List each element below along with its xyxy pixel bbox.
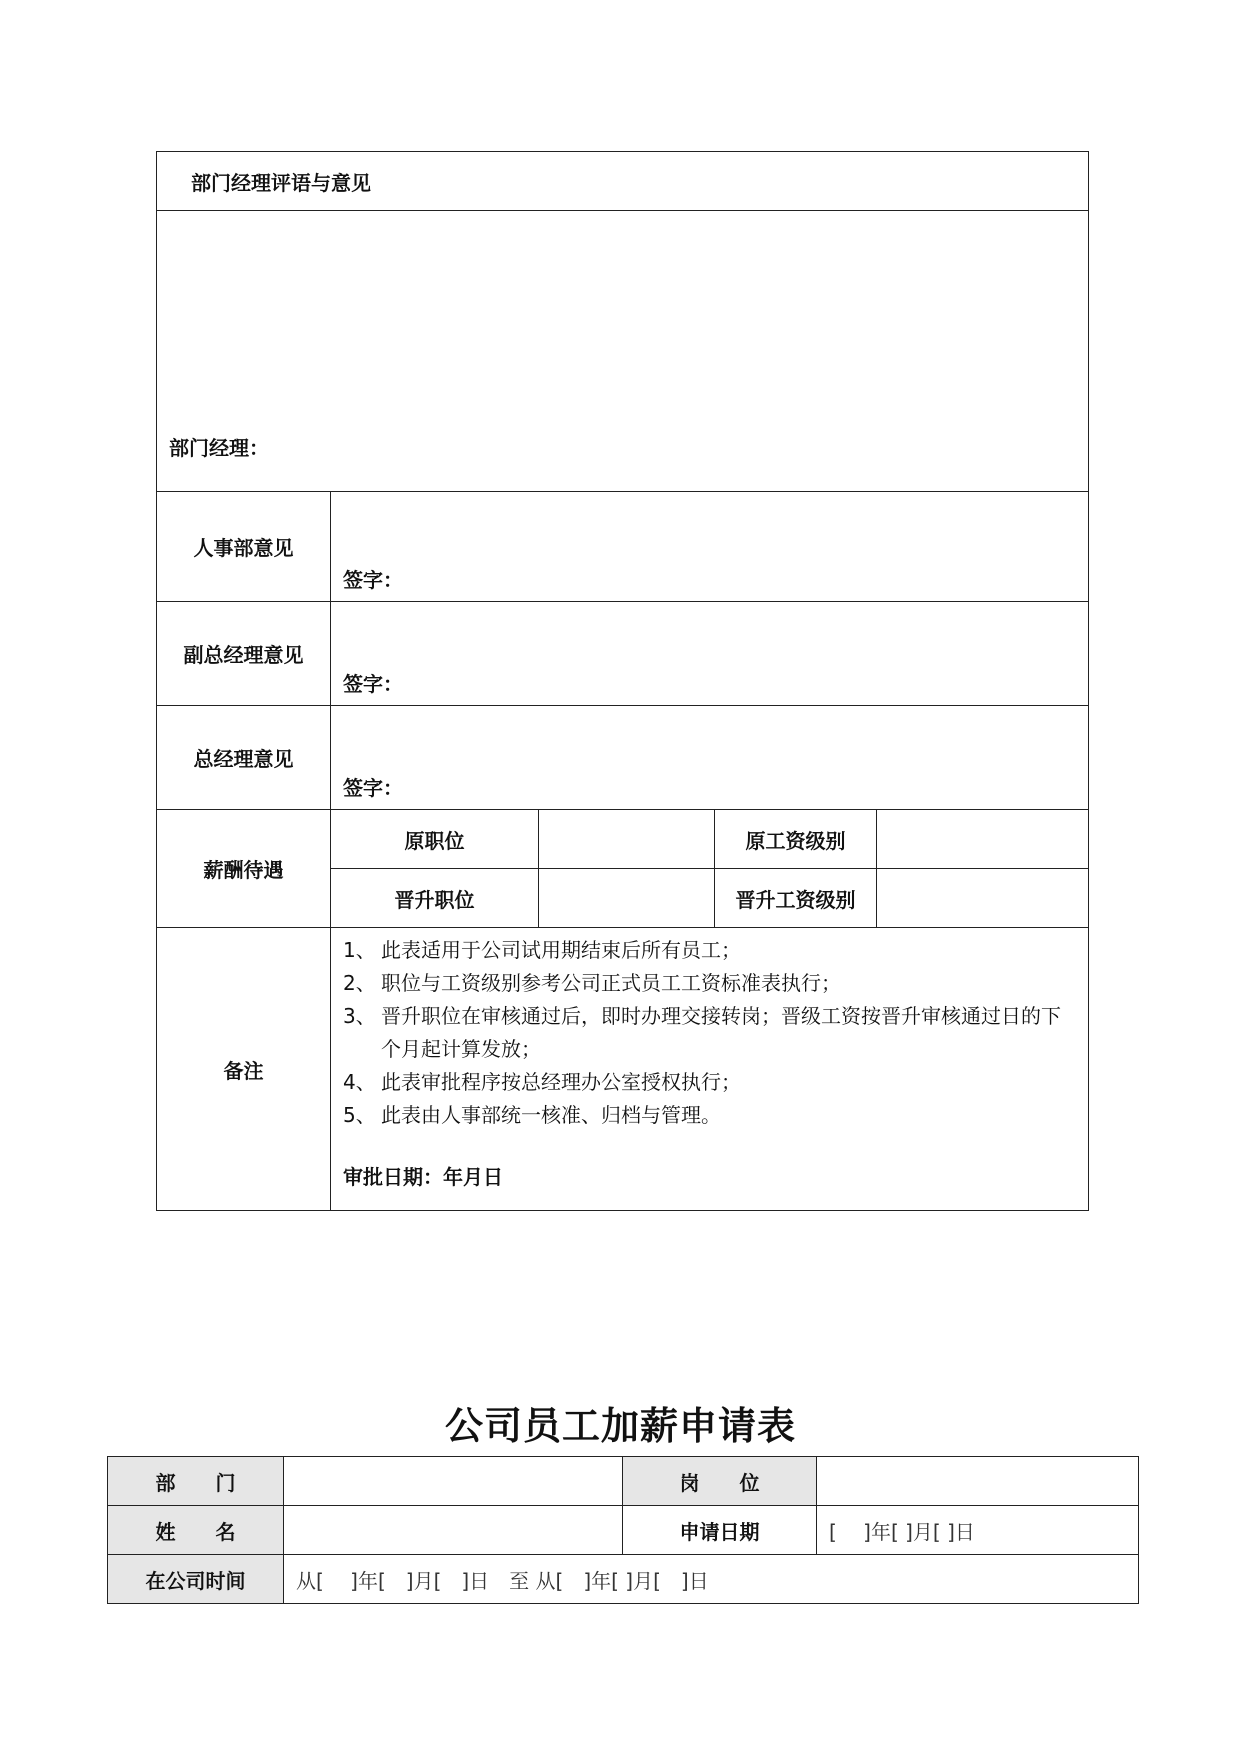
- promo-position-label: 晋升职位: [331, 869, 539, 928]
- tenure-field[interactable]: 从[ ]年[ ]月[ ]日 至 从[ ]年[ ]月[ ]日: [284, 1555, 1139, 1604]
- vgm-sign-label: 签字：: [343, 672, 403, 696]
- promo-grade-field[interactable]: [877, 869, 1089, 928]
- gm-sign-label: 签字：: [343, 776, 403, 800]
- notes-content: [331, 928, 1089, 1211]
- gm-opinion-label: 总经理意见: [157, 706, 331, 810]
- tenure-label: 在公司时间: [108, 1555, 284, 1604]
- vgm-opinion-field[interactable]: [331, 602, 1089, 706]
- orig-position-field[interactable]: [539, 810, 715, 869]
- form-title: 公司员工加薪申请表: [444, 1404, 796, 1448]
- manager-signature-label: 部门经理：: [169, 436, 269, 460]
- orig-grade-field[interactable]: [877, 810, 1089, 869]
- hr-opinion-field[interactable]: [331, 492, 1089, 602]
- vgm-opinion-label: 副总经理意见: [157, 602, 331, 706]
- review-table: [156, 151, 1089, 1211]
- apply-date-label: 申请日期: [623, 1506, 817, 1555]
- hr-opinion-label: 人事部意见: [157, 492, 331, 602]
- note-item: 3、 晋升职位在审核通过后，即时办理交接转岗；晋级工资按晋升审核通过日的下个月起计算发放；: [343, 1004, 1061, 1061]
- note-item: 4、 此表审批程序按总经理办公室授权执行；: [343, 1070, 741, 1094]
- salary-label: 薪酬待遇: [157, 810, 331, 928]
- post-label: 岗 位: [623, 1457, 817, 1506]
- name-field[interactable]: [284, 1506, 623, 1555]
- hr-sign-label: 签字：: [343, 568, 403, 592]
- note-item: 2、 职位与工资级别参考公司正式员工工资标准表执行；: [343, 971, 841, 995]
- post-field[interactable]: [817, 1457, 1139, 1506]
- manager-comment-area[interactable]: [157, 211, 1089, 492]
- approval-date: 审批日期：年月日: [343, 1165, 503, 1189]
- promo-position-field[interactable]: [539, 869, 715, 928]
- promo-grade-label: 晋升工资级别: [715, 869, 877, 928]
- notes-label: 备注: [157, 928, 331, 1211]
- note-item: 5、 此表由人事部统一核准、归档与管理。: [343, 1103, 721, 1127]
- raise-form-table: [107, 1456, 1139, 1604]
- orig-grade-label: 原工资级别: [715, 810, 877, 869]
- gm-opinion-field[interactable]: [331, 706, 1089, 810]
- apply-date-field[interactable]: [ ]年[ ]月[ ]日: [817, 1506, 1139, 1555]
- manager-comment-header: 部门经理评语与意见: [157, 152, 1089, 211]
- dept-label: 部 门: [108, 1457, 284, 1506]
- note-item: 1、 此表适用于公司试用期结束后所有员工；: [343, 938, 741, 962]
- name-label: 姓 名: [108, 1506, 284, 1555]
- dept-field[interactable]: [284, 1457, 623, 1506]
- orig-position-label: 原职位: [331, 810, 539, 869]
